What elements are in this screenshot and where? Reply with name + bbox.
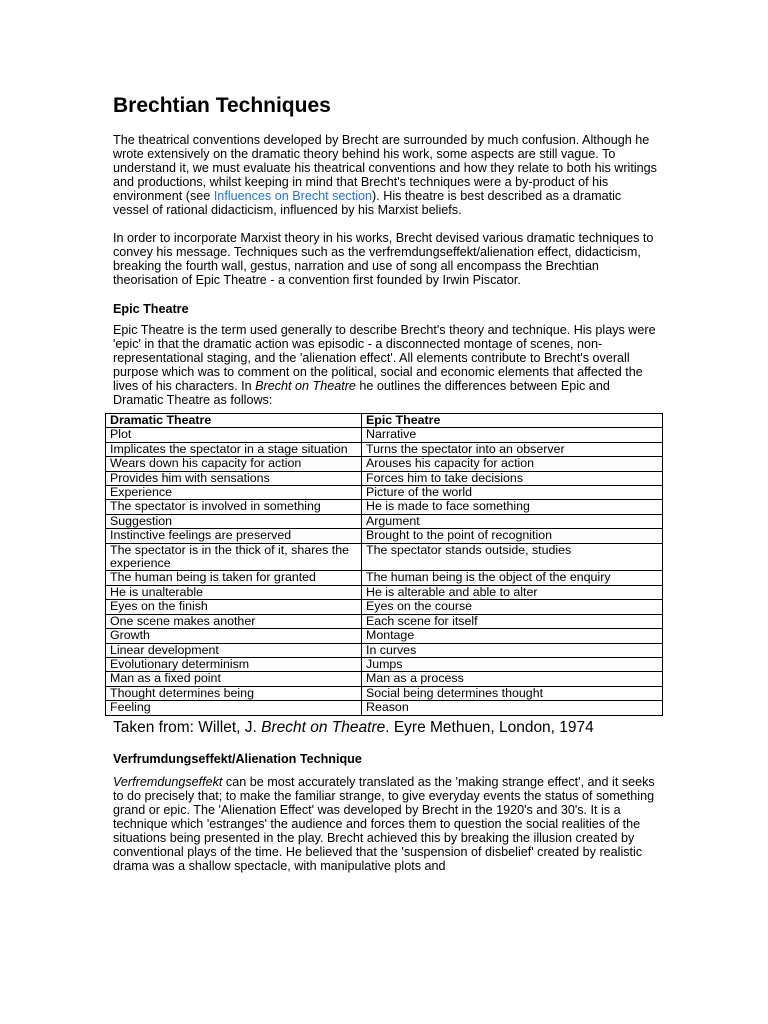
table-row [106,672,663,686]
dramatic-cell: Linear development [106,643,362,657]
table-row [106,514,663,528]
dramatic-cell: Suggestion [106,514,362,528]
alienation-heading: Verfrumdungseffekt/Alienation Technique [113,751,362,766]
dramatic-cell: Thought determines being [106,686,362,700]
dramatic-cell: The human being is taken for granted [106,571,362,585]
table-row [106,600,663,614]
epic-theatre-paragraph [113,323,658,407]
citation-start: Taken from: Willet, J. [113,718,262,736]
table-row [106,529,663,543]
citation-end: . Eyre Methuen, London, 1974 [385,718,594,736]
table-row [106,686,663,700]
epic-cell: Narrative [362,428,663,442]
book-title: Brecht on Theatre [255,379,356,393]
alienation-term: Verfremdungseffekt [113,774,223,789]
dramatic-cell: He is unalterable [106,585,362,599]
epic-cell: Argument [362,514,663,528]
table-row [106,629,663,643]
dramatic-cell: Experience [106,486,362,500]
citation-title: Brecht on Theatre [261,718,386,736]
table-row [106,571,663,585]
alienation-text: can be most accurately translated as the 'making strange effect', and it seeks to do precisely that; to make the familiar strange, to give everyday events the status of something grand or epic. The 'Alienation Effect' was developed by Brecht in the 1920's and 30's. It is a technique which 'estranges' the audience and forces them to question the social realities of the situations being presented in the play. Brecht achieved this by breaking the illusion created by conventional plays of the time. He believed that the 'suspension of disbelief' created by realistic drama was a shallow spectacle, with manipulative plots and [113,774,655,873]
dramatic-cell: The spectator is involved in something [106,500,362,514]
epic-theatre-heading: Epic Theatre [113,302,189,316]
intro-text-end: ). His theatre is best described as a dramatic vessel of rational didacticism, influenced by his Marxist beliefs. [113,189,622,217]
table-row [106,657,663,671]
epic-cell: In curves [362,643,663,657]
marxist-paragraph: In order to incorporate Marxist theory in his works, Brecht devised various dramatic techniques to convey his message. Techniques such as the verfremdungseffekt/alienation effect, didacticism, breaking the fourth wall, gestus, narration and use of song all encompass the Brechtian theorisation of Epic Theatre - a convention first founded by Irwin Piscator. [113,231,654,287]
dramatic-cell: Evolutionary determinism [106,657,362,671]
intro-paragraph [113,133,658,217]
influences-link[interactable]: Influences on Brecht section [213,189,373,203]
table-row [106,500,663,514]
epic-cell: Reason [362,701,663,715]
page-title: Brechtian Techniques [113,94,331,117]
epic-cell: Turns the spectator into an observer [362,442,663,456]
epic-cell: Montage [362,629,663,643]
header-dramatic: Dramatic Theatre [106,414,362,428]
epic-cell: Arouses his capacity for action [362,457,663,471]
table-row [106,643,663,657]
dramatic-cell: One scene makes another [106,614,362,628]
dramatic-cell: Implicates the spectator in a stage situation [106,442,362,456]
dramatic-cell: Plot [106,428,362,442]
epic-cell: Brought to the point of recognition [362,529,663,543]
dramatic-cell: Man as a fixed point [106,672,362,686]
epic-cell: Social being determines thought [362,686,663,700]
epic-cell: He is made to face something [362,500,663,514]
epic-cell: Man as a process [362,672,663,686]
source-citation [113,719,658,737]
intro-text-start: The theatrical conventions developed by Brecht are surrounded by much confusion. Although he wrote extensively on the dramatic theory behind his work, some aspects are still vague. To understand it, we must evaluate his theatrical conventions and how they relate to both his writings and productions, whilst keeping in mind that Brecht's techniques were a by-product of his environment (see [113,133,657,203]
alienation-paragraph [113,775,658,873]
document-page [110,92,658,887]
epic-cell: The human being is the object of the enquiry [362,571,663,585]
table-row [106,471,663,485]
epic-cell: Each scene for itself [362,614,663,628]
epic-text-start: Epic Theatre is the term used generally to describe Brecht's theory and technique. His plays were 'epic' in that the dramatic action was episodic - a disconnected montage of scenes, non-representational staging, and the 'alienation effect'. All elements contribute to Brecht's overall purpose which was to comment on the political, social and economic elements that affected the lives of his characters. In [113,323,656,393]
epic-cell: Eyes on the course [362,600,663,614]
dramatic-cell: Eyes on the finish [106,600,362,614]
dramatic-cell: Provides him with sensations [106,471,362,485]
epic-cell: Forces him to take decisions [362,471,663,485]
epic-cell: Jumps [362,657,663,671]
epic-cell: He is alterable and able to alter [362,585,663,599]
table-row [106,701,663,715]
table-row [106,543,663,571]
table-header-row [106,414,663,428]
comparison-table [105,413,663,716]
table-body [106,428,663,715]
table-row [106,614,663,628]
table-row [106,442,663,456]
header-epic: Epic Theatre [362,414,663,428]
dramatic-cell: Feeling [106,701,362,715]
epic-cell: The spectator stands outside, studies [362,543,663,571]
table-row [106,585,663,599]
table-row [106,486,663,500]
dramatic-cell: Growth [106,629,362,643]
dramatic-cell: The spectator is in the thick of it, shares the experience [106,543,362,571]
dramatic-cell: Wears down his capacity for action [106,457,362,471]
epic-text-end: he outlines the differences between Epic and Dramatic Theatre as follows: [113,379,610,407]
dramatic-cell: Instinctive feelings are preserved [106,529,362,543]
table-row [106,457,663,471]
table-row [106,428,663,442]
epic-cell: Picture of the world [362,486,663,500]
